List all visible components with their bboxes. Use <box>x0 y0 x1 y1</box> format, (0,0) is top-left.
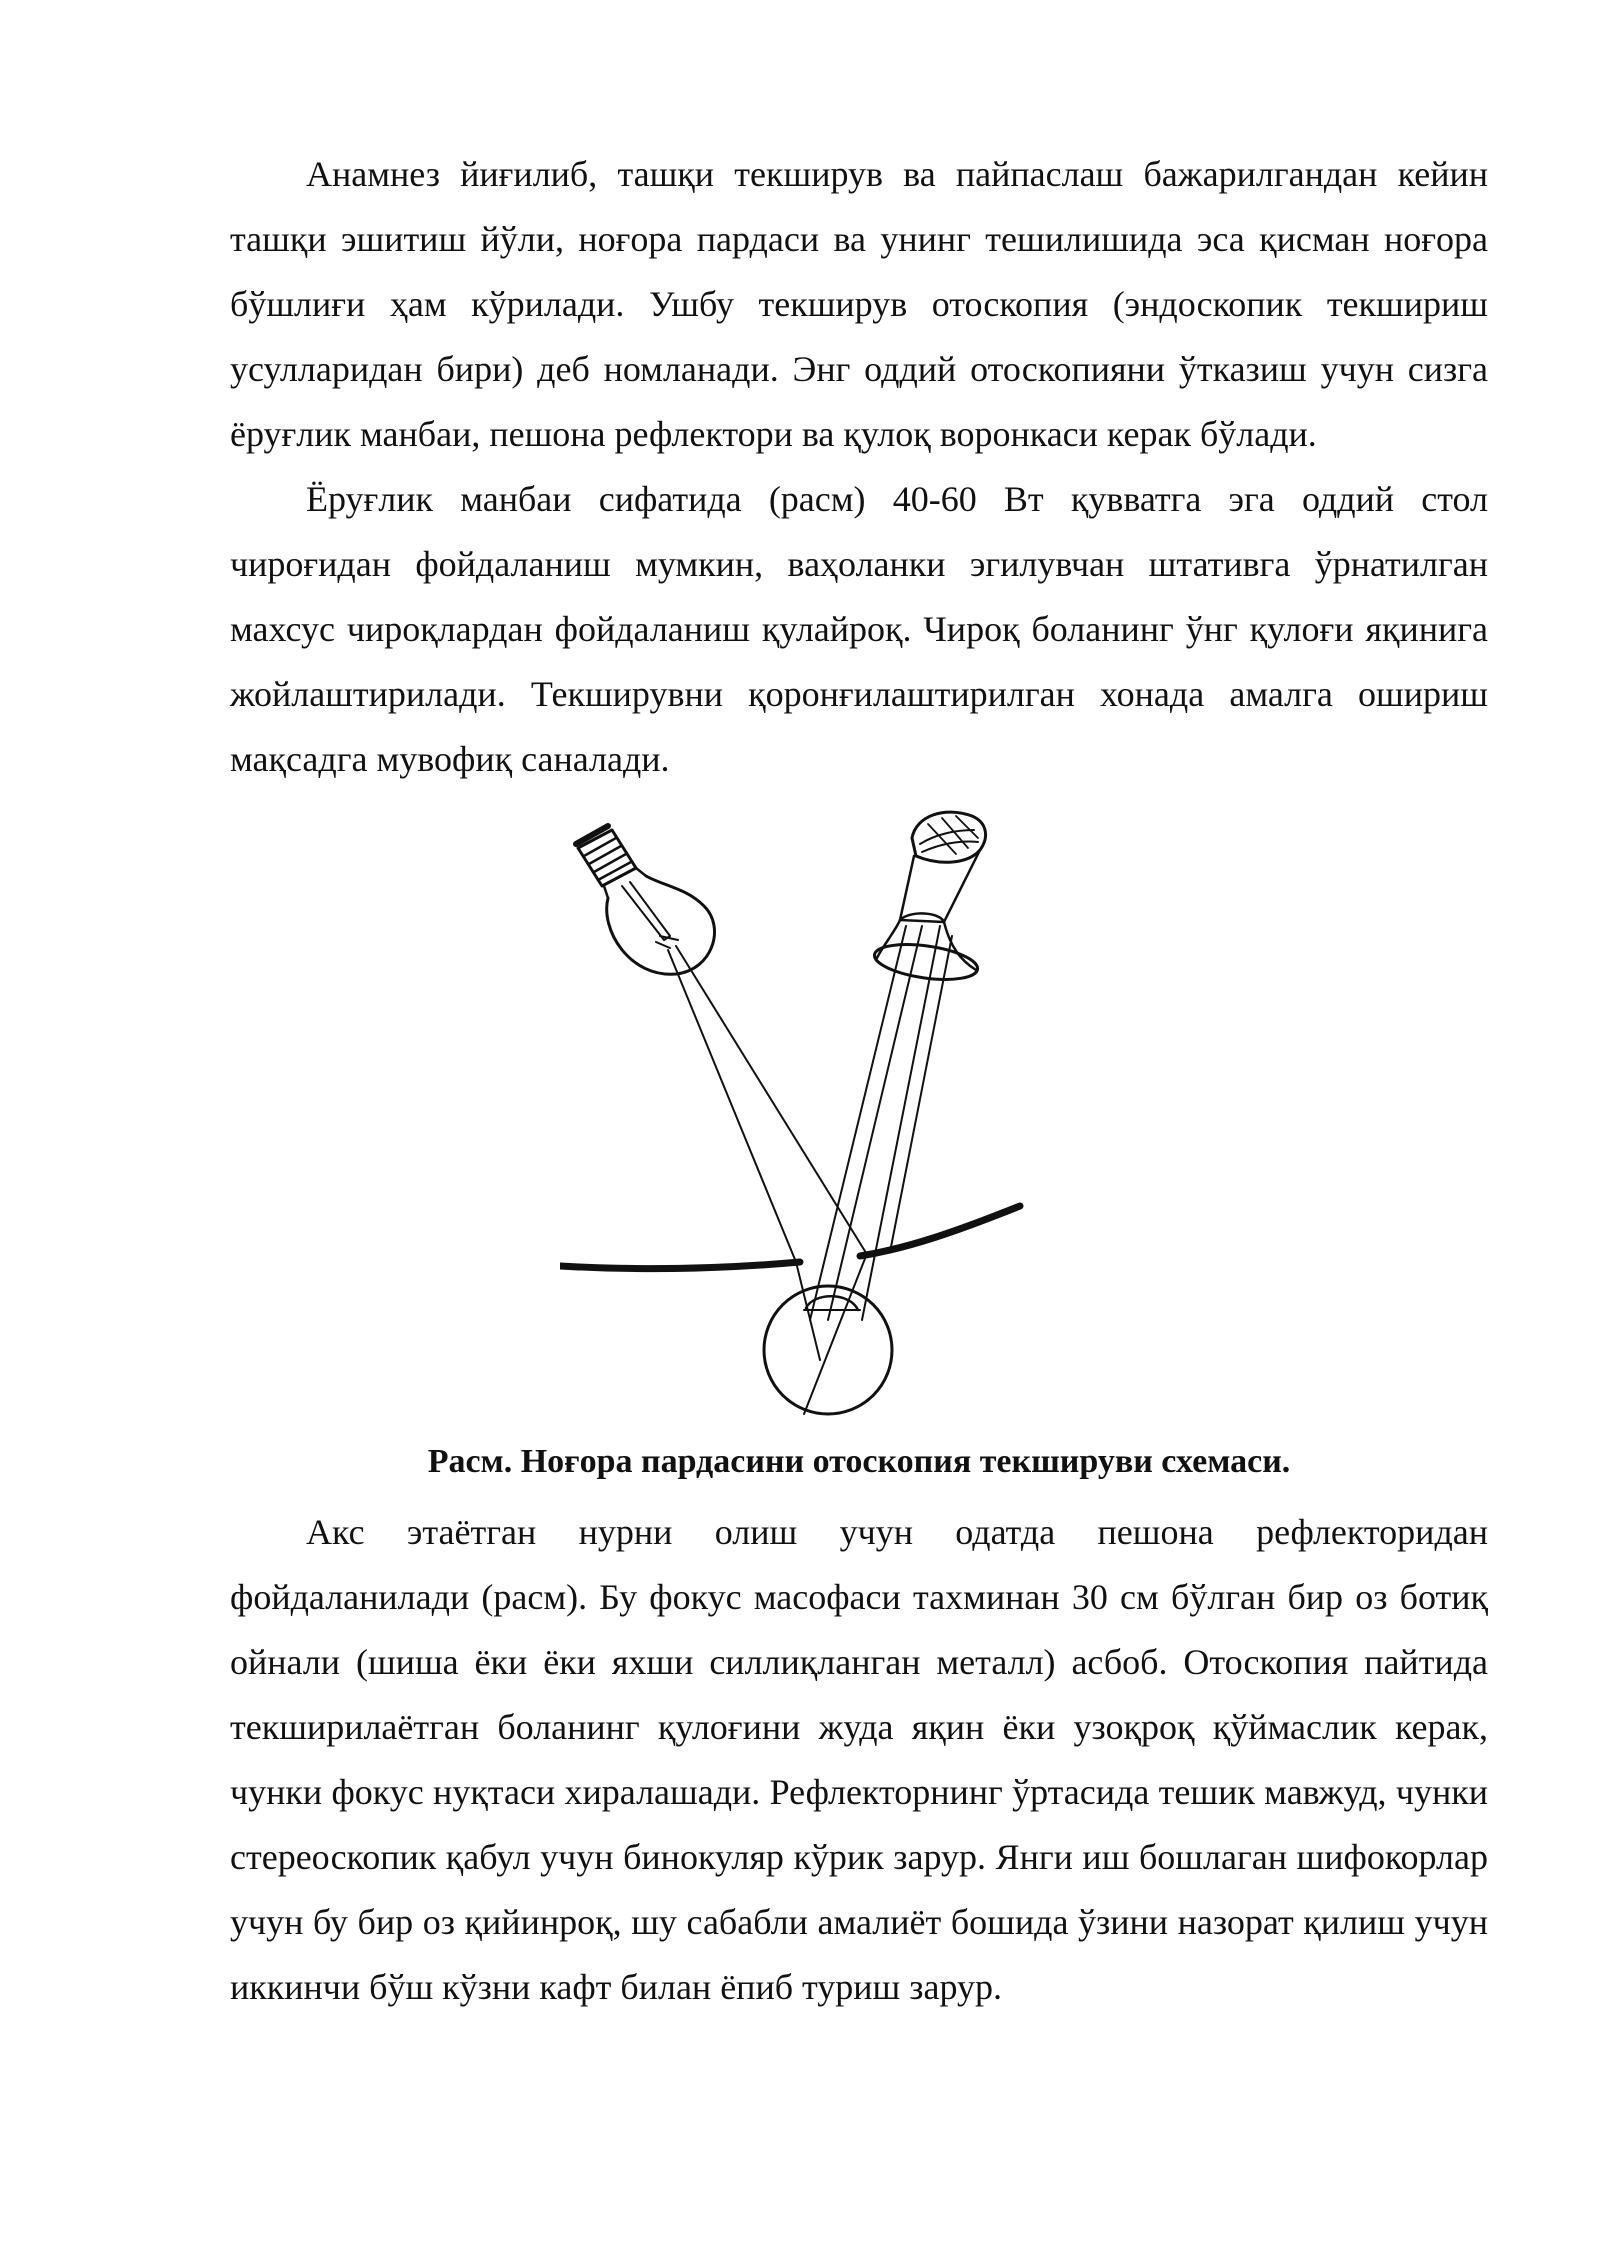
head-reflector-left <box>560 1262 800 1269</box>
ear-speculum-icon <box>872 812 985 985</box>
light-bulb-icon <box>576 826 715 974</box>
paragraph: Ёруғлик манбаи сифатида (расм) 40-60 Вт қувватга эга оддий стол чироғидан фойдаланиш мумкин, ваҳоланки эгилувчан штативга ўрнатилган махсус чироқлардан фойдаланиш қулайроқ. Чироқ боланинг ўнг қулоғи яқинига жойлаштирилади. Текширувни қоронғилаштирилган хонада амалга ошириш мақсадга мувофиқ саналади. <box>230 479 1488 779</box>
otoscopy-scheme-figure <box>560 800 1120 1430</box>
paragraph: Акс этаётган нурни олиш учун одатда пешона рефлекторидан фойдаланилади (расм). Бу фокус масофаси тахминан 30 см бўлган бир оз ботиқ ойнали (шиша ёки ёки яхши силлиқланган металл) асбоб. Отоскопия пайтида текширилаётган боланинг қулоғини жуда яқин ёки узоқроқ қўймаслик керак, чунки фокус нуқтаси хиралашади. Рефлекторнинг ўртасида тешик мавжуд, чунки стереоскопик қабул учун бинокуляр кўрик зарур. Янги иш бошлаган шифокорлар учун бу бир оз қийинроқ, шу сабабли амалиёт бошида ўзини назорат қилиш учун иккинчи бўш кўзни кафт билан ёпиб туриш зарур. <box>230 1512 1488 2007</box>
paragraph: Анамнез йиғилиб, ташқи текширув ва пайпаслаш бажарилгандан кейин ташқи эшитиш йўли, ноғора пардаси ва унинг тешилишида эса қисман ноғора бўшлиғи ҳам кўрилади. Ушбу текширув отоскопия (эндоскопик текшириш усулларидан бири) деб номланади. Энг оддий отоскопияни ўтказиш учун сизга ёруғлик манбаи, пешона рефлектори ва қулоқ воронкаси керак бўлади. <box>230 154 1488 454</box>
text-block-bottom <box>230 1500 1488 2020</box>
viewing-beams <box>796 926 952 1414</box>
figure-caption: Расм. Ноғора пардасини отоскопия текшируви схемаси. <box>427 1443 1291 1480</box>
eye-icon <box>764 1286 892 1414</box>
light-rays <box>668 946 868 1262</box>
text-block-top <box>230 142 1488 792</box>
